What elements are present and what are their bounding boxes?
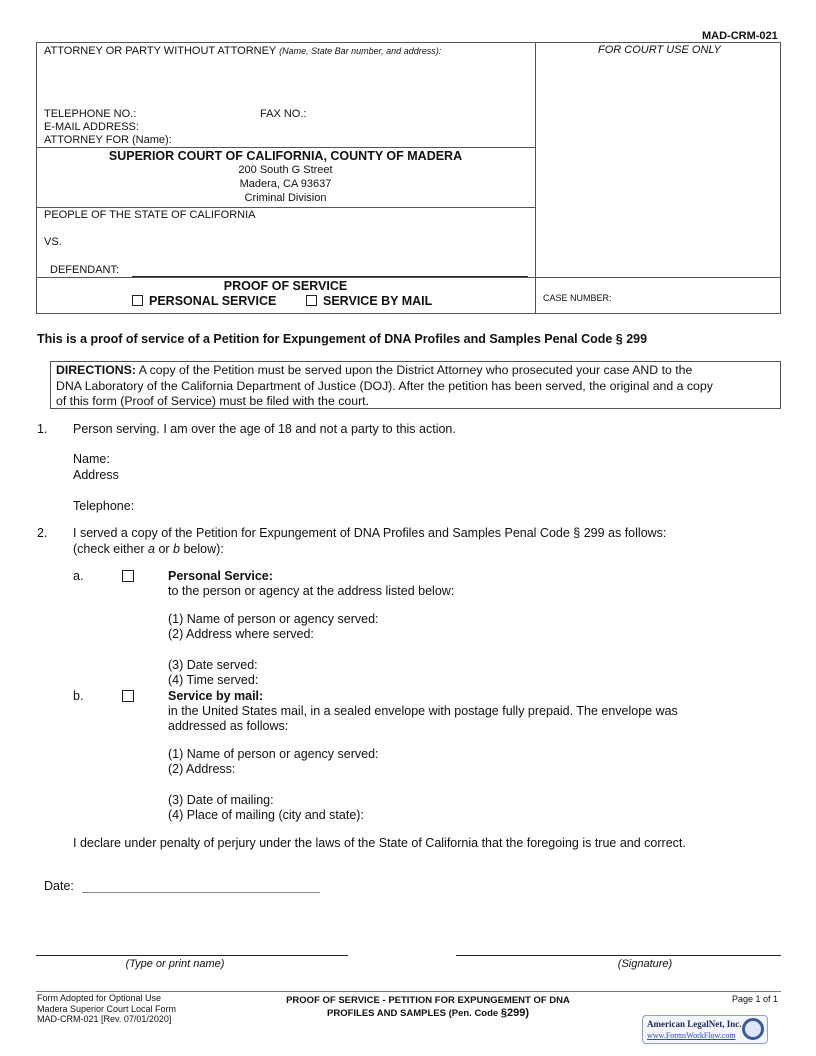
item2-text: I served a copy of the Petition for Expungement of DNA Profiles and Samples Penal Code § 299 as follows: — [73, 526, 667, 540]
service-by-mail-text2: addressed as follows: — [168, 719, 289, 733]
directions-text: DIRECTIONS: A copy of the Petition must be served upon the District Attorney who prosecuted your case AND to the DNA Laboratory of the California Department of Justice (DOJ). After the petition has been served, the original and a copy of this form (Proof of Service) must be filed with the court. — [56, 363, 713, 408]
personal-date-label: (3) Date served: — [168, 658, 258, 672]
personal-address-label: (2) Address where served: — [168, 627, 314, 641]
item1-name-label: Name: — [73, 452, 110, 466]
date-label: Date: — [44, 879, 74, 893]
court-name: SUPERIOR COURT OF CALIFORNIA, COUNTY OF MADERA — [108, 149, 463, 163]
personal-name-label: (1) Name of person or agency served: — [168, 612, 379, 626]
type-name-label: (Type or print name) — [125, 958, 225, 970]
court-street: 200 South G Street — [238, 164, 333, 176]
footer-title: PROOF OF SERVICE - PETITION FOR EXPUNGEMENT OF DNA PROFILES AND SAMPLES (Pen. Code §299) — [286, 995, 570, 1019]
declaration-text: I declare under penalty of perjury under the laws of the State of California that the foregoing is true and correct. — [73, 836, 686, 850]
personal-service-title: Personal Service: — [168, 569, 273, 583]
court-city: Madera, CA 93637 — [239, 178, 332, 190]
personal-service-text: to the person or agency at the address listed below: — [168, 584, 455, 598]
item2-check-instruction: (check either a or b below): — [73, 542, 224, 556]
globe-icon — [742, 1018, 764, 1040]
email-label: E-MAIL ADDRESS: — [44, 121, 139, 133]
attorney-label: ATTORNEY OR PARTY WITHOUT ATTORNEY (Name, State Bar number, and address): — [44, 45, 442, 57]
telephone-label: TELEPHONE NO.: — [44, 108, 137, 120]
item1-address-label: Address — [73, 468, 119, 482]
formsworkflow-link[interactable]: www.FormsWorkFlow.com — [647, 1031, 736, 1040]
footer-divider — [36, 991, 781, 992]
people-label: PEOPLE OF THE STATE OF CALIFORNIA — [44, 209, 256, 221]
mail-address-label: (2) Address: — [168, 762, 236, 776]
proof-title: PROOF OF SERVICE — [223, 279, 348, 293]
mail-name-label: (1) Name of person or agency served: — [168, 747, 379, 761]
caption-divider — [535, 42, 536, 314]
date-line[interactable] — [82, 892, 320, 893]
item2a-letter: a. — [73, 569, 84, 583]
vs-label: VS. — [44, 236, 62, 248]
footer-adopted: Form Adopted for Optional Use Madera Superior Court Local Form MAD-CRM-021 [Rev. 07/01/2020] — [37, 993, 177, 1024]
intro-text: This is a proof of service of a Petition for Expungement of DNA Profiles and Samples Penal Code § 299 — [37, 332, 648, 346]
service-by-mail-item-checkbox[interactable] — [122, 690, 134, 702]
court-use-label: FOR COURT USE ONLY — [598, 44, 721, 56]
signature-line[interactable] — [456, 955, 781, 956]
item2b-letter: b. — [73, 689, 84, 703]
personal-service-option[interactable]: PERSONAL SERVICE — [132, 294, 276, 308]
service-by-mail-title: Service by mail: — [168, 689, 264, 703]
signature-label: (Signature) — [617, 958, 673, 970]
service-by-mail-checkbox[interactable] — [306, 295, 317, 306]
defendant-line[interactable] — [132, 276, 528, 277]
american-legalnet-logo: American LegalNet, Inc. www.FormsWorkFlow.com — [642, 1015, 768, 1044]
personal-service-item-checkbox[interactable] — [122, 570, 134, 582]
personal-time-label: (4) Time served: — [168, 673, 259, 687]
item1-text: Person serving. I am over the age of 18 and not a party to this action. — [73, 422, 456, 436]
page-number: Page 1 of 1 — [732, 994, 779, 1004]
service-by-mail-text1: in the United States mail, in a sealed envelope with postage fully prepaid. The envelope was — [168, 704, 678, 718]
name-line[interactable] — [36, 955, 348, 956]
personal-service-checkbox[interactable] — [132, 295, 143, 306]
item1-telephone-label: Telephone: — [73, 499, 135, 513]
attorney-for-label: ATTORNEY FOR (Name): — [44, 134, 172, 146]
item2-number: 2. — [37, 526, 48, 540]
defendant-label: DEFENDANT: — [50, 264, 120, 276]
court-division: Criminal Division — [244, 192, 327, 204]
item1-number: 1. — [37, 422, 48, 436]
mail-place-label: (4) Place of mailing (city and state): — [168, 808, 364, 822]
form-id: MAD-CRM-021 — [702, 30, 778, 42]
service-by-mail-option[interactable]: SERVICE BY MAIL — [306, 294, 432, 308]
mail-date-label: (3) Date of mailing: — [168, 793, 274, 807]
case-number-label: CASE NUMBER: — [543, 293, 612, 303]
fax-label: FAX NO.: — [260, 108, 307, 120]
